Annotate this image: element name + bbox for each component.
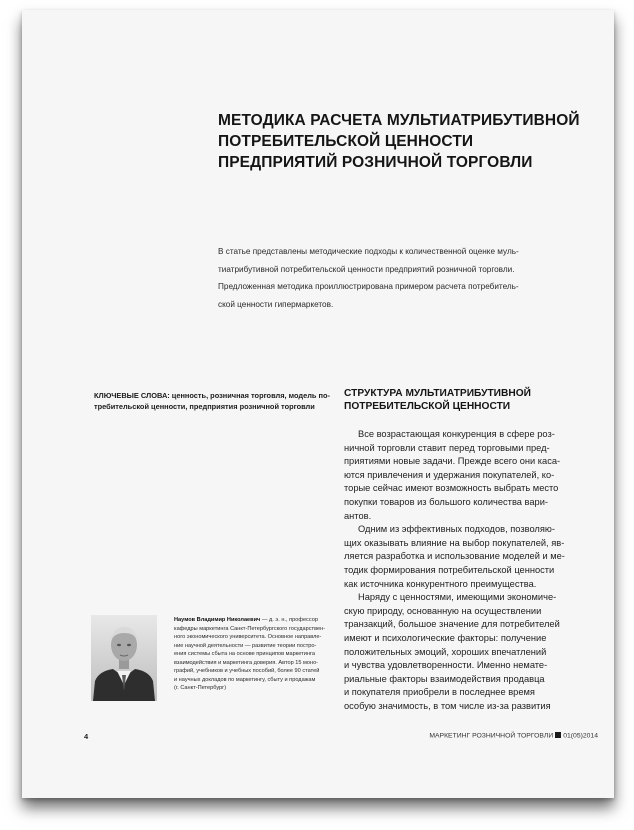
author-bio — [174, 616, 346, 693]
bio-line: кафедры маркетинга Санкт-Петербургского государствен- — [174, 625, 326, 632]
body-line: и чувства удовлетворенности. Именно немате- — [344, 660, 548, 671]
body-line: транзакций, большое значение для потребителей — [344, 619, 560, 630]
body-line: положительных эмоций, хороших впечатлений — [344, 646, 547, 657]
journal-page — [22, 10, 614, 798]
body-line: Все возрастающая конкуренция в сфере роз- — [358, 429, 555, 439]
abstract-line: Предложенная методика проиллюстрирована примером расчета потребитель- — [218, 282, 519, 291]
body-line: тодик формирования потребительской ценности — [344, 564, 555, 575]
body-line: приятиями новые задачи. Прежде всего они каса- — [344, 456, 561, 467]
square-separator-icon — [555, 732, 561, 738]
author-name: Наумов Владимир Николаевич — [174, 617, 261, 623]
bio-line-rest: — д. э. н., профессор — [260, 617, 318, 623]
section-heading-line: СТРУКТУРА МУЛЬТИАТРИБУТИВНОЙ — [344, 388, 531, 399]
body-line: особую значимость, в том числе из-за развития — [344, 700, 551, 711]
body-line: Наряду с ценностями, имеющими экономиче- — [358, 592, 557, 603]
bio-line: взаимодействия и маркетинга доверия. Автор 15 моно- — [174, 659, 319, 666]
journal-footer — [422, 732, 598, 739]
body-line: ются привлечения и удержания покупателей, ко- — [344, 469, 555, 480]
keywords-block — [94, 390, 340, 412]
bio-line — [174, 616, 346, 625]
body-line: щих оказывать влияние на выбор покупателей, яв- — [344, 537, 565, 548]
body-line: риальные факторы взаимодействия продавца — [344, 673, 545, 684]
abstract-line: тиатрибутивной потребительской ценности предприятий розничной торговли. — [218, 264, 515, 274]
journal-name: МАРКЕТИНГ РОЗНИЧНОЙ ТОРГОВЛИ — [429, 732, 554, 740]
bio-line: графий, учебников и учебных пособий, более 90 статей — [174, 668, 320, 674]
section-heading-line: ПОТРЕБИТЕЛЬСКОЙ ЦЕННОСТИ — [344, 400, 511, 412]
body-line: и покупателя приобрели в последнее время — [344, 687, 535, 698]
title-line: МЕТОДИКА РАСЧЕТА МУЛЬТИАТРИБУТИВНОЙ — [218, 112, 580, 129]
body-line: ляется разработка и использование моделей и ме- — [344, 551, 565, 562]
keywords-line: КЛЮЧЕВЫЕ СЛОВА: ценность, розничная торговля, модель по- — [94, 391, 330, 400]
keywords-line: требительской ценности, предприятия розничной торговли — [94, 402, 315, 411]
body-line: Одним из эффективных подходов, позволяю- — [358, 524, 555, 535]
article-abstract — [218, 243, 598, 313]
body-line: антов. — [344, 510, 372, 521]
body-line: имеют и психологические факторы: получение — [344, 632, 547, 643]
bio-line: и научных докладов по маркетингу, сбыту и продажам — [174, 676, 316, 683]
title-line: ПРЕДПРИЯТИЙ РОЗНИЧНОЙ ТОРГОВЛИ — [218, 154, 533, 171]
body-line: торые сейчас имеют возможность выбрать место — [344, 483, 559, 494]
abstract-line: В статье представлены методические подходы к количественной оценке муль- — [218, 247, 519, 256]
bio-line: ного экономического университета. Основное направле- — [174, 634, 322, 640]
section-heading — [344, 388, 584, 413]
body-line: как источника конкурентного преимущества. — [344, 578, 537, 589]
bio-line: ения системы сбыта на основе принципов маркетинга — [174, 651, 315, 657]
title-line: ПОТРЕБИТЕЛЬСКОЙ ЦЕННОСТИ — [218, 133, 474, 150]
abstract-line: ской ценности гипермаркетов. — [218, 299, 334, 309]
section-body — [344, 428, 588, 713]
author-portrait-image — [91, 615, 157, 701]
journal-issue: 01(05)2014 — [563, 732, 598, 740]
bio-line: (г. Санкт-Петербург) — [174, 685, 227, 691]
body-line: ничной торговли ставит перед торговыми пред- — [344, 442, 550, 453]
body-line: скую природу, основанную на осуществлении — [344, 605, 542, 616]
author-photo — [91, 615, 157, 701]
article-title — [218, 110, 598, 173]
body-line: покупки товаров из большого количества вари- — [344, 496, 548, 507]
page-number: 4 — [84, 732, 89, 741]
bio-line: ние научной деятельности — развитие теории постро- — [174, 642, 317, 649]
